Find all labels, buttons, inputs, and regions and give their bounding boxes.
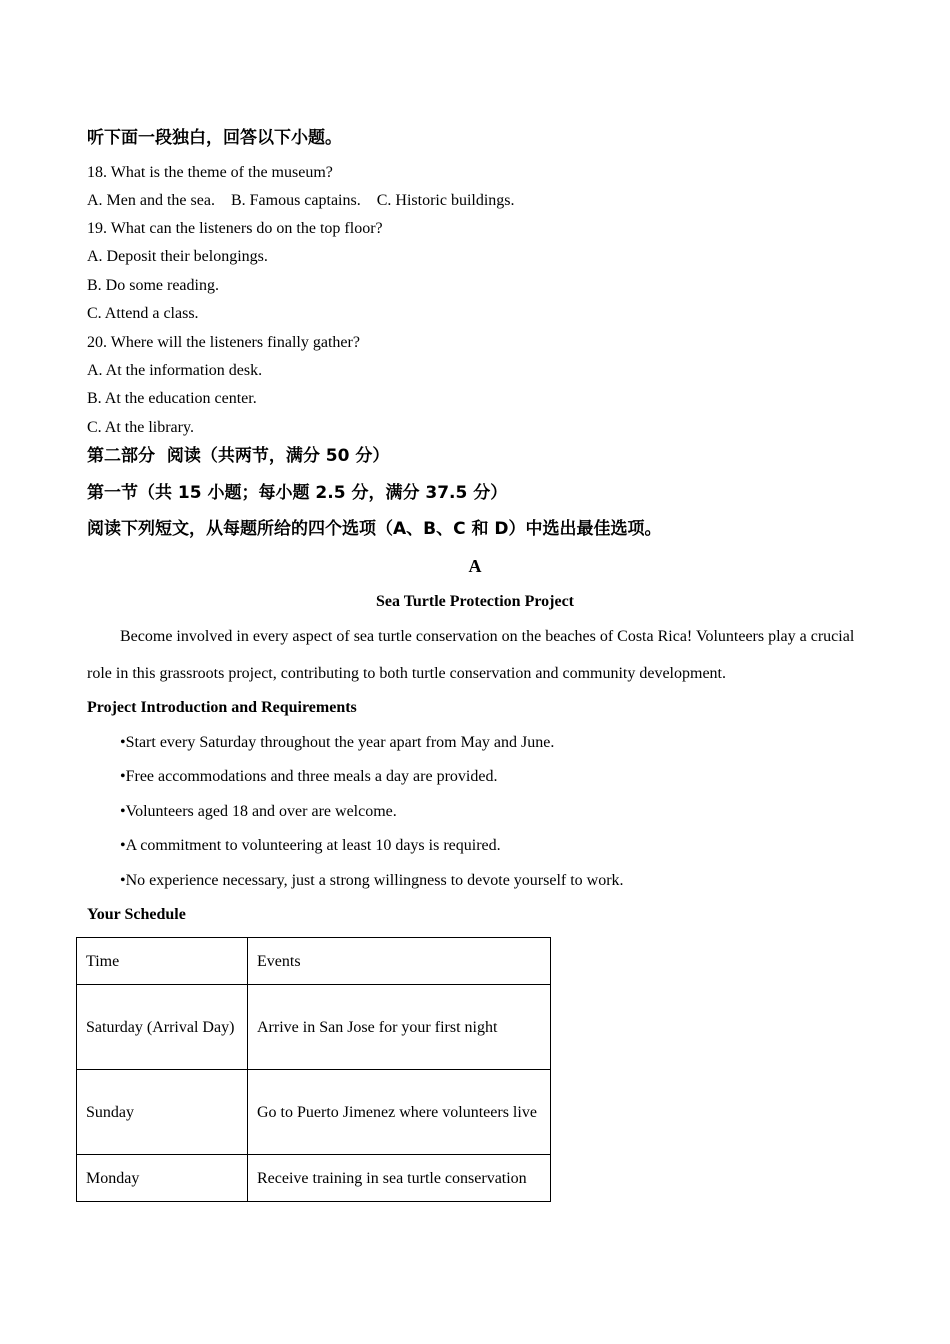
table-row [77,985,551,1070]
table-header-row [77,938,551,985]
row-time: Monday [77,1155,248,1202]
question-20-option-b: B. At the education center. [87,390,257,407]
question-19: 19. What can the listeners do on the top floor? [87,220,383,237]
listening-instruction: 听下面一段独白，回答以下小题。 [87,128,342,148]
question-19-option-a: A. Deposit their belongings. [87,248,268,265]
header-time: Time [77,938,248,985]
row-event: Go to Puerto Jimenez where volunteers live [248,1070,551,1155]
question-18: 18. What is the theme of the museum? [87,164,333,181]
schedule-heading: Your Schedule [87,906,186,923]
requirement-item: •Start every Saturday throughout the year apart from May and June. [120,734,555,751]
part-title: 第二部分 阅读（共两节，满分 50 分） [87,446,390,466]
requirement-item: •A commitment to volunteering at least 10 days is required. [120,837,501,854]
question-20: 20. Where will the listeners finally gather? [87,334,360,351]
question-19-option-b: B. Do some reading. [87,277,219,294]
question-19-option-c: C. Attend a class. [87,305,199,322]
requirement-item: •No experience necessary, just a strong willingness to devote yourself to work. [120,872,624,889]
question-20-option-c: C. At the library. [87,419,194,436]
row-time: Saturday (Arrival Day) [77,985,248,1070]
reading-instruction: 阅读下列短文，从每题所给的四个选项（A、B、C 和 D）中选出最佳选项。 [87,519,662,539]
requirement-item: •Free accommodations and three meals a day are provided. [120,768,498,785]
passage-title: Sea Turtle Protection Project [375,593,575,610]
section-title: 第一节（共 15 小题；每小题 2.5 分，满分 37.5 分） [87,483,508,503]
requirement-item: •Volunteers aged 18 and over are welcome. [120,803,397,820]
table-row [77,1155,551,1202]
question-18-options: A. Men and the sea. B. Famous captains. C. Historic buildings. [87,192,515,209]
schedule-table [76,937,551,1202]
passage-letter: A [468,556,482,576]
row-time: Sunday [77,1070,248,1155]
row-event: Receive training in sea turtle conservation [248,1155,551,1202]
row-event: Arrive in San Jose for your first night [248,985,551,1070]
passage-intro: Become involved in every aspect of sea turtle conservation on the beaches of Costa Rica! Volunteers play a crucial role in this grassroots project, contributing to both turtle conservation and community development. [87,628,855,682]
header-events: Events [248,938,551,985]
table-row [77,1070,551,1155]
question-20-option-a: A. At the information desk. [87,362,263,379]
requirements-heading: Project Introduction and Requirements [87,699,357,716]
